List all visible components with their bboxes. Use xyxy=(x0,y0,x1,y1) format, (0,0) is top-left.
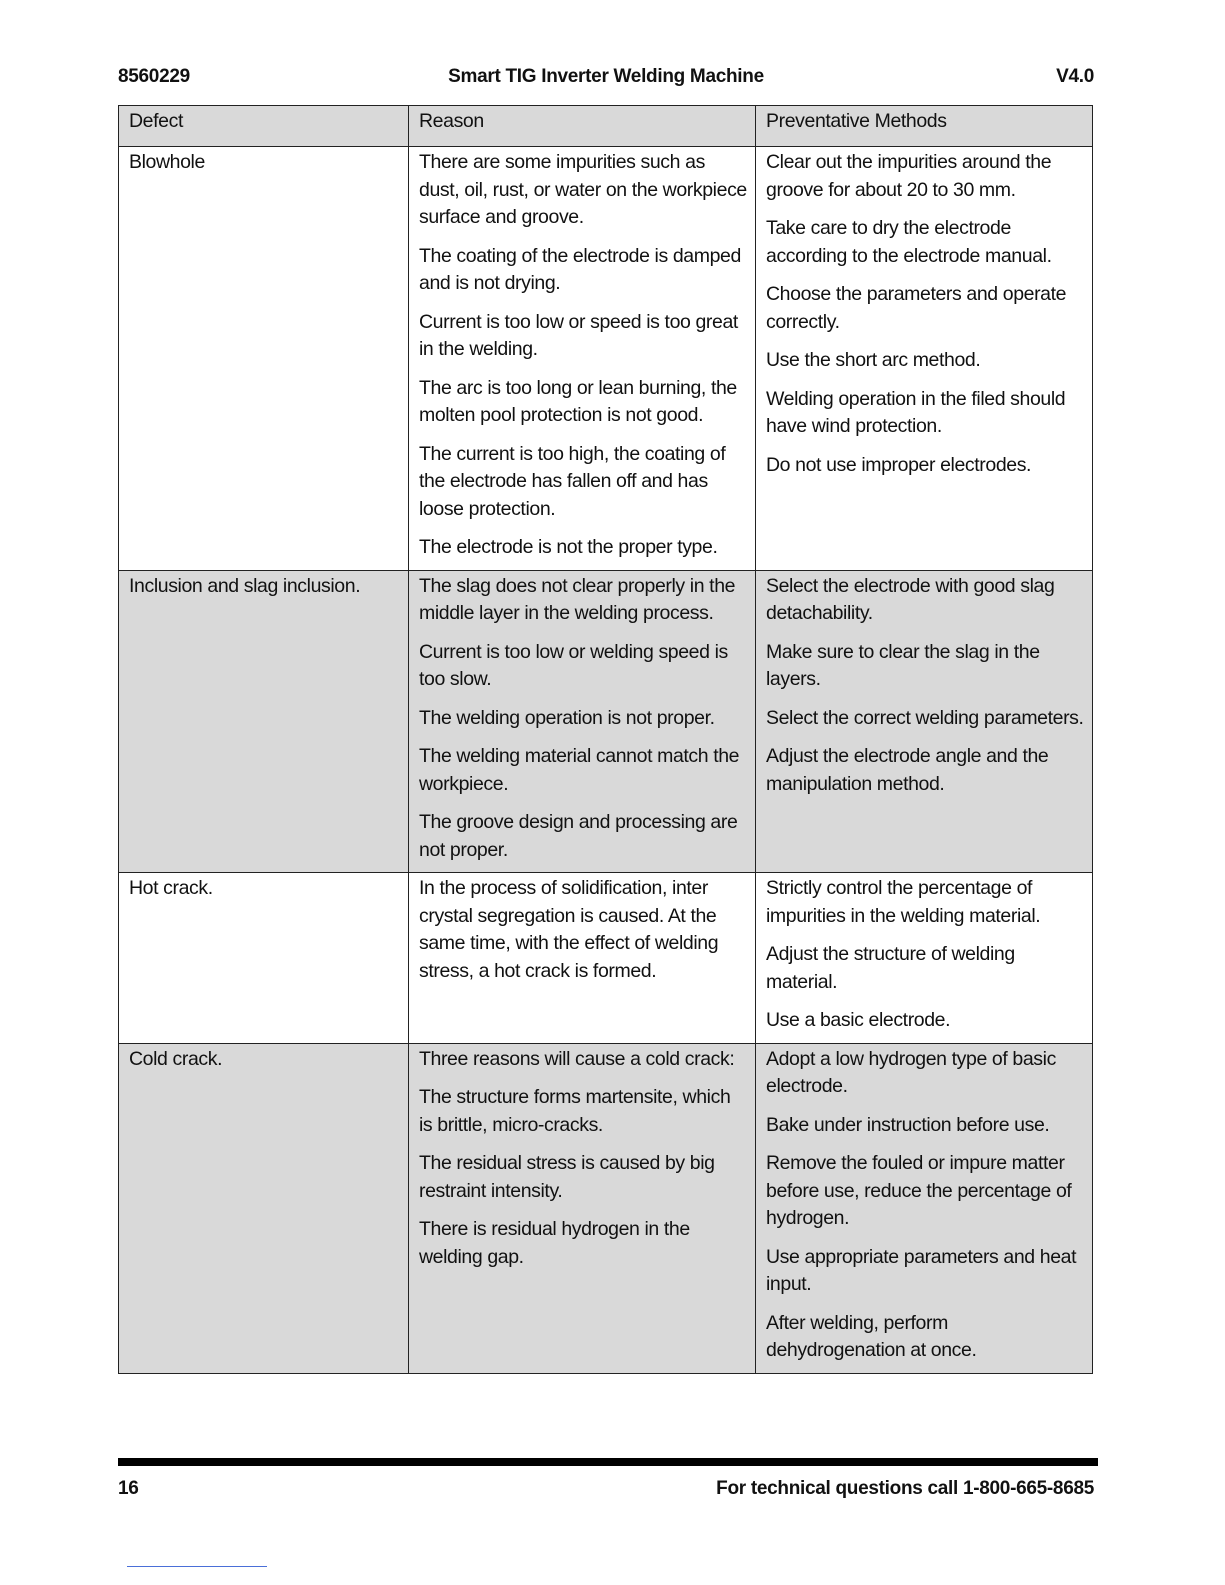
reason-cell xyxy=(409,873,756,1044)
method-item: Adopt a low hydrogen type of basic electrode. xyxy=(766,1047,1056,1097)
reason-cell xyxy=(409,1043,756,1373)
reason-item: There are some impurities such as dust, oil, rust, or water on the workpiece surface and groove. xyxy=(419,151,747,228)
part-number: 8560229 xyxy=(118,66,190,87)
method-item: Use a basic electrode. xyxy=(766,1009,951,1031)
reason-item: The residual stress is caused by big restraint intensity. xyxy=(419,1152,715,1202)
defect-cell xyxy=(119,147,409,571)
method-item: Choose the parameters and operate correctly. xyxy=(766,283,1067,333)
defect-cell xyxy=(119,1043,409,1373)
method-cell xyxy=(756,570,1093,873)
defect-cell xyxy=(119,873,409,1044)
method-item: After welding, perform dehydrogenation at once. xyxy=(766,1311,977,1361)
reason-item: The welding operation is not proper. xyxy=(419,706,715,729)
reason-item: The arc is too long or lean burning, the molten pool protection is not good. xyxy=(419,376,737,426)
page-header xyxy=(118,66,1094,96)
reason-item: The groove design and processing are not proper. xyxy=(419,811,738,861)
method-item: Make sure to clear the slag in the layers. xyxy=(766,640,1040,690)
reason-item: Current is too low or welding speed is too slow. xyxy=(419,640,728,690)
defect-table xyxy=(118,105,1093,1374)
method-item: Remove the fouled or impure matter before use, reduce the percentage of hydrogen. xyxy=(766,1152,1072,1229)
reason-item: The slag does not clear properly in the middle layer in the welding process. xyxy=(419,574,736,624)
reason-item: There is residual hydrogen in the welding gap. xyxy=(419,1218,690,1268)
method-item: Use appropriate parameters and heat input. xyxy=(766,1245,1077,1295)
defect-cell xyxy=(119,570,409,873)
table-row xyxy=(119,147,1093,571)
support-contact: For technical questions call 1-800-665-8685 xyxy=(716,1478,1094,1499)
column-header-preventative-methods: Preventative Methods xyxy=(756,106,1093,147)
footer-divider xyxy=(118,1458,1098,1466)
method-item: Clear out the impurities around the groove for about 20 to 30 mm. xyxy=(766,151,1052,201)
method-cell xyxy=(756,147,1093,571)
reason-item: The coating of the electrode is damped and is not drying. xyxy=(419,244,741,294)
table-header-row xyxy=(119,106,1093,147)
table-row xyxy=(119,873,1093,1044)
method-item: Strictly control the percentage of impurities in the welding material. xyxy=(766,877,1041,927)
reason-cell xyxy=(409,570,756,873)
method-cell xyxy=(756,873,1093,1044)
link-underline xyxy=(127,1566,267,1567)
method-item: Use the short arc method. xyxy=(766,349,981,371)
reason-cell xyxy=(409,147,756,571)
reason-item: Current is too low or speed is too great in the welding. xyxy=(419,310,738,360)
method-item: Select the correct welding parameters. xyxy=(766,706,1084,729)
column-header-defect: Defect xyxy=(119,106,409,147)
defect-name: Hot crack. xyxy=(129,877,213,899)
reason-item: The structure forms martensite, which is brittle, micro-cracks. xyxy=(419,1086,731,1136)
method-item: Select the electrode with good slag detachability. xyxy=(766,574,1055,624)
defect-name: Cold crack. xyxy=(129,1047,223,1070)
version-label: V4.0 xyxy=(1056,66,1094,87)
method-item: Adjust the electrode angle and the manipulation method. xyxy=(766,745,1049,795)
reason-item: Three reasons will cause a cold crack: xyxy=(419,1047,735,1070)
reason-item: The welding material cannot match the workpiece. xyxy=(419,745,740,795)
table-row xyxy=(119,570,1093,873)
method-item: Take care to dry the electrode according to the electrode manual. xyxy=(766,217,1052,267)
method-item: Do not use improper electrodes. xyxy=(766,453,1032,476)
page-number: 16 xyxy=(118,1478,139,1499)
table-row xyxy=(119,1043,1093,1373)
method-item: Welding operation in the filed should have wind protection. xyxy=(766,387,1066,437)
reason-item: The electrode is not the proper type. xyxy=(419,536,718,558)
document-title: Smart TIG Inverter Welding Machine xyxy=(448,66,764,87)
reason-item: In the process of solidification, inter crystal segregation is caused. At the same time, with the effect of welding stress, a hot crack is formed. xyxy=(419,877,719,982)
page-footer xyxy=(118,1478,1094,1506)
column-header-reason: Reason xyxy=(409,106,756,147)
defect-name: Blowhole xyxy=(129,151,205,173)
method-item: Bake under instruction before use. xyxy=(766,1113,1050,1136)
method-item: Adjust the structure of welding material. xyxy=(766,943,1015,993)
reason-item: The current is too high, the coating of the electrode has fallen off and has loose protection. xyxy=(419,442,726,520)
defect-name: Inclusion and slag inclusion. xyxy=(129,574,361,597)
method-cell xyxy=(756,1043,1093,1373)
